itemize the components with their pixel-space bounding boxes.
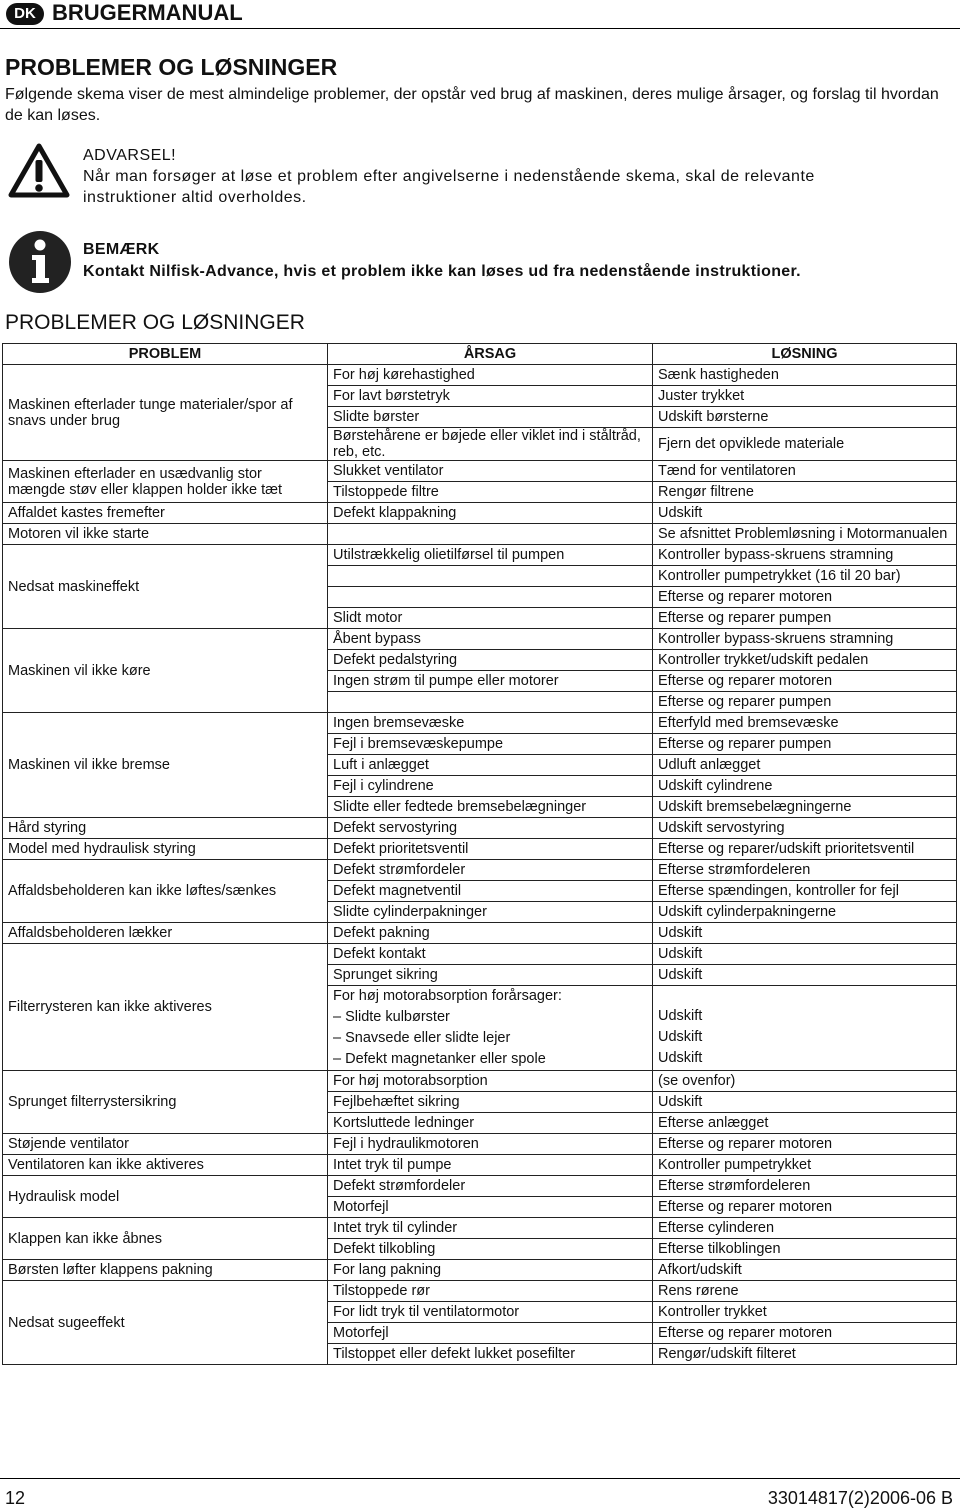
cause-cell xyxy=(328,986,653,1071)
solution-cell: Tænd for ventilatoren xyxy=(653,461,957,482)
table-row xyxy=(3,1260,957,1281)
cause-cell: Fejl i bremsevæskepumpe xyxy=(328,734,653,755)
solution-cell: Se afsnittet Problemløsning i Motormanualen xyxy=(653,524,957,545)
column-header-solution: LØSNING xyxy=(653,344,957,365)
cause-cell xyxy=(328,524,653,545)
table-row xyxy=(3,1218,957,1239)
problem-cell: Nedsat sugeeffekt xyxy=(3,1281,328,1365)
cause-cell: Tilstoppede filtre xyxy=(328,482,653,503)
solution-cell xyxy=(653,986,957,1071)
cause-cell: Motorfejl xyxy=(328,1197,653,1218)
page-number: 12 xyxy=(5,1488,26,1508)
solution-line: Udskift xyxy=(658,1008,703,1024)
solution-cell: Udskift børsterne xyxy=(653,407,957,428)
cause-cell: For lidt tryk til ventilatormotor xyxy=(328,1302,653,1323)
solution-cell: Efterse og reparer motoren xyxy=(653,1134,957,1155)
cause-cell: Defekt kontakt xyxy=(328,944,653,965)
solution-cell: Efterse tilkoblingen xyxy=(653,1239,957,1260)
table-row xyxy=(3,545,957,566)
problem-cell: Ventilatoren kan ikke aktiveres xyxy=(3,1155,328,1176)
note-text: Kontakt Nilfisk-Advance, hvis et problem ikke kan løses ud fra nedenstående instruktioner. xyxy=(83,263,801,280)
solution-cell: Efterse spændingen, kontroller for fejl xyxy=(653,881,957,902)
footer-rule xyxy=(0,1478,960,1479)
table-row xyxy=(3,524,957,545)
solution-cell: Kontroller pumpetrykket (16 til 20 bar) xyxy=(653,566,957,587)
table-row xyxy=(3,860,957,881)
cause-cell: Kortsluttede ledninger xyxy=(328,1113,653,1134)
cause-cell: Slidte eller fedtede bremsebelægninger xyxy=(328,797,653,818)
table-row xyxy=(3,629,957,650)
cause-cell xyxy=(328,692,653,713)
problem-cell: Filterrysteren kan ikke aktiveres xyxy=(3,944,328,1071)
cause-cell: Fejl i cylindrene xyxy=(328,776,653,797)
solution-cell: Efterse og reparer pumpen xyxy=(653,608,957,629)
solution-cell: Sænk hastigheden xyxy=(653,365,957,386)
cause-cell: Defekt pedalstyring xyxy=(328,650,653,671)
solution-cell: Udskift bremsebelægningerne xyxy=(653,797,957,818)
document-id: 33014817(2)2006-06 B xyxy=(767,1488,953,1508)
warning-text-line1: Når man forsøger at løse et problem efter angivelserne i nedenstående skema, skal de relevante xyxy=(83,168,815,185)
cause-cell: Utilstrækkelig olietilførsel til pumpen xyxy=(328,545,653,566)
cause-line: – Slidte kulbørster xyxy=(333,1009,450,1025)
solution-cell: Rengør/udskift filteret xyxy=(653,1344,957,1365)
solution-cell: Efterse og reparer pumpen xyxy=(653,734,957,755)
solution-cell: Efterse strømfordeleren xyxy=(653,860,957,881)
cause-line: – Defekt magnetanker eller spole xyxy=(333,1051,546,1067)
table-row xyxy=(3,839,957,860)
problem-cell: Affaldsbeholderen lækker xyxy=(3,923,328,944)
table-row xyxy=(3,365,957,386)
table-row xyxy=(3,944,957,965)
solution-cell: Efterse og reparer motoren xyxy=(653,587,957,608)
cause-cell: Defekt strømfordeler xyxy=(328,1176,653,1197)
solution-cell: Afkort/udskift xyxy=(653,1260,957,1281)
solution-cell: Efterfyld med bremsevæske xyxy=(653,713,957,734)
solution-cell: Udskift cylinderpakningerne xyxy=(653,902,957,923)
cause-cell: Defekt servostyring xyxy=(328,818,653,839)
solution-cell: Efterse anlægget xyxy=(653,1113,957,1134)
solution-cell: Kontroller pumpetrykket xyxy=(653,1155,957,1176)
problem-cell: Model med hydraulisk styring xyxy=(3,839,328,860)
section-heading: PROBLEMER OG LØSNINGER xyxy=(5,54,338,80)
language-badge: DK xyxy=(6,3,44,25)
table-row xyxy=(3,503,957,524)
warning-text-line2: instruktioner altid overholdes. xyxy=(83,189,307,206)
solution-line: Udskift xyxy=(658,1050,703,1066)
cause-cell: For lang pakning xyxy=(328,1260,653,1281)
solution-cell: Efterse og reparer motoren xyxy=(653,1323,957,1344)
solution-cell: Rens rørene xyxy=(653,1281,957,1302)
cause-cell: Ingen strøm til pumpe eller motorer xyxy=(328,671,653,692)
solution-cell: Udskift servostyring xyxy=(653,818,957,839)
page-header xyxy=(0,0,960,29)
solution-cell: Fjern det opviklede materiale xyxy=(653,428,957,461)
cause-cell: For høj motorabsorption xyxy=(328,1071,653,1092)
solution-cell: Kontroller trykket/udskift pedalen xyxy=(653,650,957,671)
solution-cell: Udluft anlægget xyxy=(653,755,957,776)
solution-cell: Efterse cylinderen xyxy=(653,1218,957,1239)
solution-cell: (se ovenfor) xyxy=(653,1071,957,1092)
table-row xyxy=(3,1155,957,1176)
cause-cell: Tilstoppede rør xyxy=(328,1281,653,1302)
solution-cell: Udskift xyxy=(653,503,957,524)
solution-cell: Efterse og reparer motoren xyxy=(653,671,957,692)
cause-cell: Defekt klappakning xyxy=(328,503,653,524)
problem-cell: Hydraulisk model xyxy=(3,1176,328,1218)
cause-cell: Børstehårene er bøjede eller viklet ind i ståltråd, reb, etc. xyxy=(328,428,653,461)
problem-cell: Affaldsbeholderen kan ikke løftes/sænkes xyxy=(3,860,328,923)
table-row xyxy=(3,1071,957,1092)
solution-cell: Efterse og reparer pumpen xyxy=(653,692,957,713)
problem-cell: Hård styring xyxy=(3,818,328,839)
cause-line: – Snavsede eller slidte lejer xyxy=(333,1030,511,1046)
cause-cell: Slukket ventilator xyxy=(328,461,653,482)
cause-cell: Slidte børster xyxy=(328,407,653,428)
problem-cell: Maskinen vil ikke bremse xyxy=(3,713,328,818)
column-header-problem: PROBLEM xyxy=(3,344,328,365)
warning-block xyxy=(83,145,815,208)
troubleshooting-table xyxy=(2,343,957,1365)
solution-cell: Juster trykket xyxy=(653,386,957,407)
problem-cell: Motoren vil ikke starte xyxy=(3,524,328,545)
solution-cell: Kontroller trykket xyxy=(653,1302,957,1323)
solution-line: Udskift xyxy=(658,1029,703,1045)
table-body xyxy=(3,365,957,1365)
solution-cell: Udskift xyxy=(653,965,957,986)
table-header-row xyxy=(3,344,957,365)
manual-title: BRUGERMANUAL xyxy=(52,0,243,25)
cause-cell: Åbent bypass xyxy=(328,629,653,650)
cause-cell: Defekt prioritetsventil xyxy=(328,839,653,860)
cause-cell: For høj kørehastighed xyxy=(328,365,653,386)
warning-title: ADVARSEL! xyxy=(83,147,177,164)
table-row xyxy=(3,818,957,839)
cause-cell: Defekt pakning xyxy=(328,923,653,944)
table-heading: PROBLEMER OG LØSNINGER xyxy=(5,311,305,334)
problem-cell: Affaldet kastes fremefter xyxy=(3,503,328,524)
column-header-cause: ÅRSAG xyxy=(328,344,653,365)
info-icon xyxy=(8,230,72,299)
solution-line xyxy=(658,987,951,1006)
table-row xyxy=(3,1176,957,1197)
cause-cell: Fejlbehæftet sikring xyxy=(328,1092,653,1113)
solution-cell: Udskift xyxy=(653,944,957,965)
cause-cell: Luft i anlægget xyxy=(328,755,653,776)
problem-cell: Maskinen vil ikke køre xyxy=(3,629,328,713)
problem-cell: Sprunget filterrystersikring xyxy=(3,1071,328,1134)
cause-cell: Fejl i hydraulikmotoren xyxy=(328,1134,653,1155)
cause-cell xyxy=(328,566,653,587)
table-row xyxy=(3,1281,957,1302)
problem-cell: Støjende ventilator xyxy=(3,1134,328,1155)
solution-cell: Efterse og reparer motoren xyxy=(653,1197,957,1218)
table-row xyxy=(3,1134,957,1155)
solution-cell: Kontroller bypass-skruens stramning xyxy=(653,629,957,650)
intro-paragraph: Følgende skema viser de mest almindelige problemer, der opstår ved brug af maskinen, deres mulige årsager, og forslag til hvordan de kan løses. xyxy=(5,86,939,124)
problem-cell: Maskinen efterlader en usædvanlig stor mængde støv eller klappen holder ikke tæt xyxy=(3,461,328,503)
cause-cell: Ingen bremsevæske xyxy=(328,713,653,734)
problem-cell: Klappen kan ikke åbnes xyxy=(3,1218,328,1260)
solution-cell: Udskift xyxy=(653,923,957,944)
cause-line: For høj motorabsorption forårsager: xyxy=(333,988,562,1004)
solution-cell: Efterse og reparer/udskift prioritetsventil xyxy=(653,839,957,860)
note-title: BEMÆRK xyxy=(83,241,160,258)
problem-cell: Nedsat maskineffekt xyxy=(3,545,328,629)
solution-cell: Udskift cylindrene xyxy=(653,776,957,797)
cause-cell: Slidte cylinderpakninger xyxy=(328,902,653,923)
solution-cell: Efterse strømfordeleren xyxy=(653,1176,957,1197)
solution-cell: Rengør filtrene xyxy=(653,482,957,503)
cause-cell: Defekt strømfordeler xyxy=(328,860,653,881)
cause-cell xyxy=(328,587,653,608)
table-row xyxy=(3,713,957,734)
solution-cell: Udskift xyxy=(653,1092,957,1113)
problem-cell: Maskinen efterlader tunge materialer/spor af snavs under brug xyxy=(3,365,328,461)
cause-cell: Slidt motor xyxy=(328,608,653,629)
cause-cell: Defekt magnetventil xyxy=(328,881,653,902)
note-block xyxy=(83,239,801,283)
solution-cell: Kontroller bypass-skruens stramning xyxy=(653,545,957,566)
warning-triangle-icon xyxy=(8,143,70,204)
cause-cell: Tilstoppet eller defekt lukket posefilter xyxy=(328,1344,653,1365)
cause-cell: Sprunget sikring xyxy=(328,965,653,986)
cause-cell: For lavt børstetryk xyxy=(328,386,653,407)
cause-cell: Defekt tilkobling xyxy=(328,1239,653,1260)
cause-cell: Motorfejl xyxy=(328,1323,653,1344)
cause-cell: Intet tryk til cylinder xyxy=(328,1218,653,1239)
table-row xyxy=(3,461,957,482)
table-row xyxy=(3,923,957,944)
problem-cell: Børsten løfter klappens pakning xyxy=(3,1260,328,1281)
cause-cell: Intet tryk til pumpe xyxy=(328,1155,653,1176)
